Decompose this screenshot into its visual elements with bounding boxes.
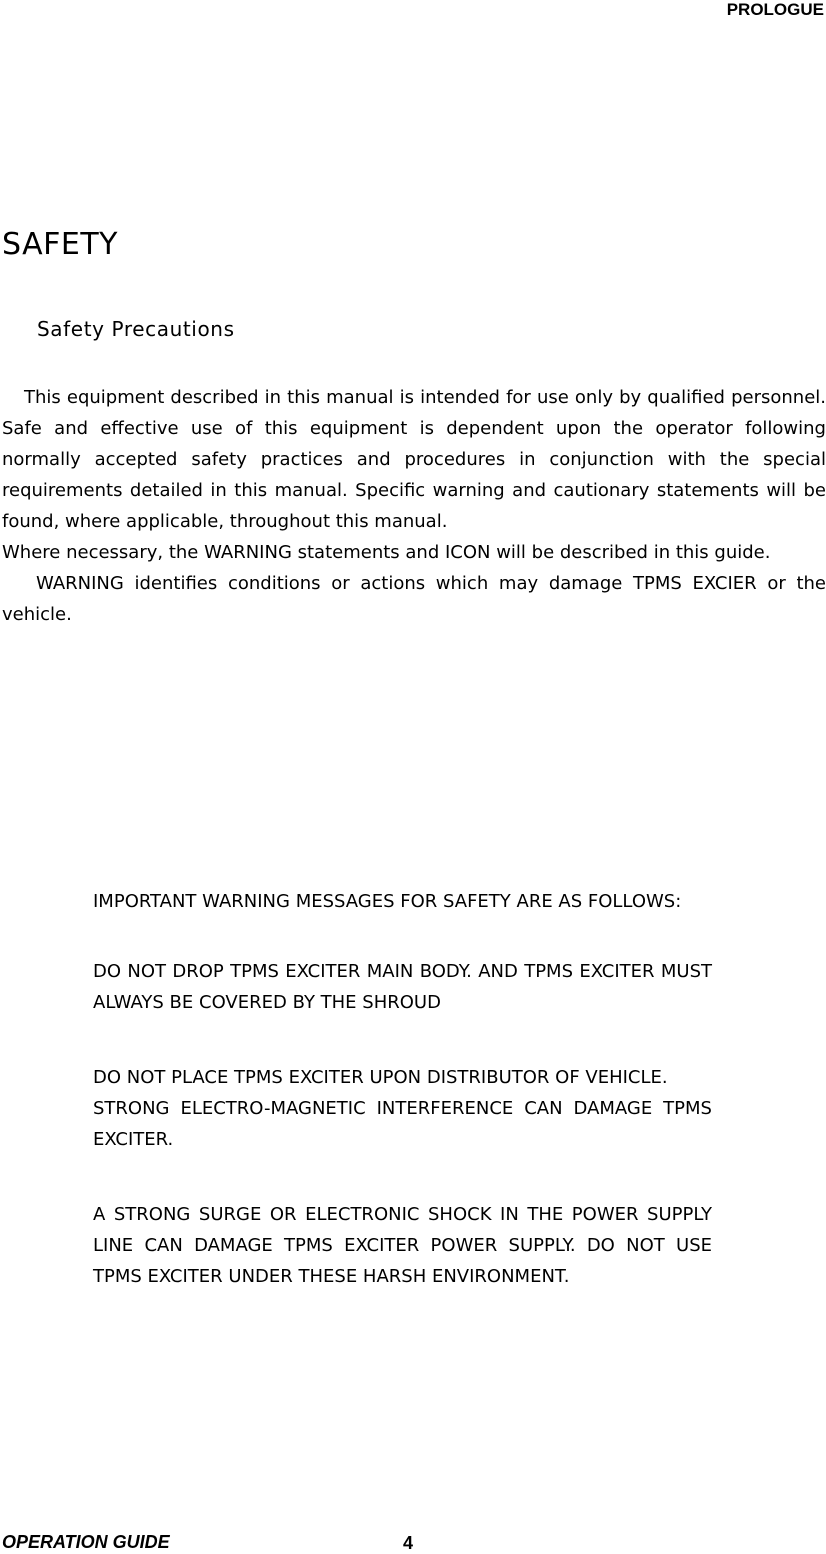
safety-body xyxy=(2,382,826,630)
warning-statement-paragraph: Where necessary, the WARNING statements and ICON will be described in this guide. xyxy=(2,542,771,563)
running-header: PROLOGUE xyxy=(726,0,824,19)
warning-item-distributor: DO NOT PLACE TPMS EXCITER UPON DISTRIBUTOR OF VEHICLE. xyxy=(93,1067,668,1088)
intro-paragraph: This equipment described in this manual is intended for use only by qualified personnel. Safe and effective use of this equipment is dependent upon the operator following normally accepted safety practices and procedures in conjunction with the special requirements detailed in this manual. Specific warning and cautionary statements will be found, where applicable, throughout this manual. xyxy=(2,387,826,532)
warning-item-drop: DO NOT DROP TPMS EXCITER MAIN BODY. AND TPMS EXCITER MUST ALWAYS BE COVERED BY THE SHROUD xyxy=(93,961,712,1013)
warning-item-surge: A STRONG SURGE OR ELECTRONIC SHOCK IN THE POWER SUPPLY LINE CAN DAMAGE TPMS EXCITER POWER SUPPLY. DO NOT USE TPMS EXCITER UNDER THESE HARSH ENVIRONMENT. xyxy=(93,1204,712,1287)
warning-item-interference: STRONG ELECTRO-MAGNETIC INTERFERENCE CAN DAMAGE TPMS EXCITER. xyxy=(93,1098,712,1150)
section-subtitle: Safety Precautions xyxy=(37,317,235,341)
warning-intro: IMPORTANT WARNING MESSAGES FOR SAFETY ARE AS FOLLOWS: xyxy=(93,891,682,912)
page-number: 4 xyxy=(403,1533,414,1553)
page-title: SAFETY xyxy=(2,227,118,262)
warning-messages xyxy=(93,886,712,1292)
warning-definition-paragraph: WARNING identifies conditions or actions which may damage TPMS EXCIER or the vehicle. xyxy=(2,573,826,625)
footer-guide-label: OPERATION GUIDE xyxy=(2,1532,170,1552)
